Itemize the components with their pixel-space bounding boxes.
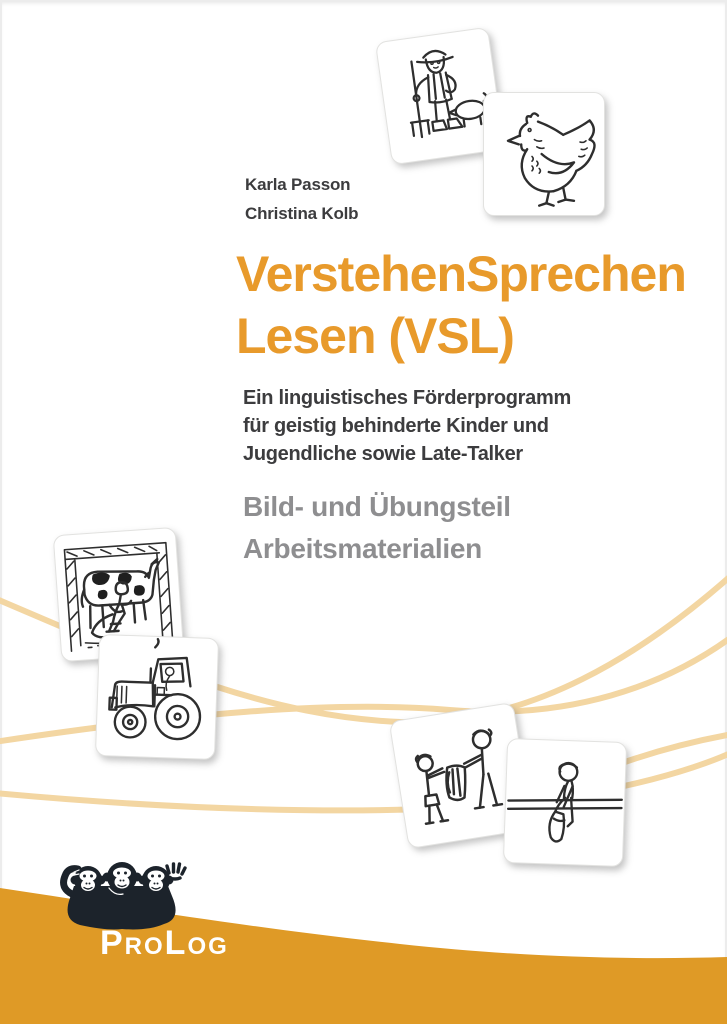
author-names	[245, 170, 358, 228]
title-line-2: Lesen (VSL)	[236, 308, 514, 364]
prolog-logo	[58, 862, 278, 962]
card-sock	[503, 738, 627, 867]
page-title	[236, 243, 686, 367]
subtitle-line-1: Ein linguistisches Förderprogramm	[243, 387, 571, 409]
hen-illustration	[484, 93, 604, 215]
subtitle	[243, 384, 571, 468]
section-line-2: Arbeitsmaterialien	[243, 533, 482, 564]
subtitle-line-2: für geistig behinderte Kinder und	[243, 415, 549, 437]
card-hen	[483, 92, 605, 216]
author-name-1: Karla Passon	[245, 175, 351, 194]
author-name-2: Christina Kolb	[245, 204, 359, 223]
card-tractor	[95, 634, 219, 760]
prolog-logo-text: ProLog	[100, 924, 229, 962]
boy-putting-on-sock-illustration	[504, 739, 626, 866]
section-heading	[243, 486, 511, 570]
subtitle-line-3: Jugendliche sowie Late-Talker	[243, 443, 523, 465]
title-line-1: VerstehenSprechen	[236, 246, 686, 302]
section-line-1: Bild- und Übungsteil	[243, 491, 511, 522]
tractor-illustration	[96, 635, 218, 759]
